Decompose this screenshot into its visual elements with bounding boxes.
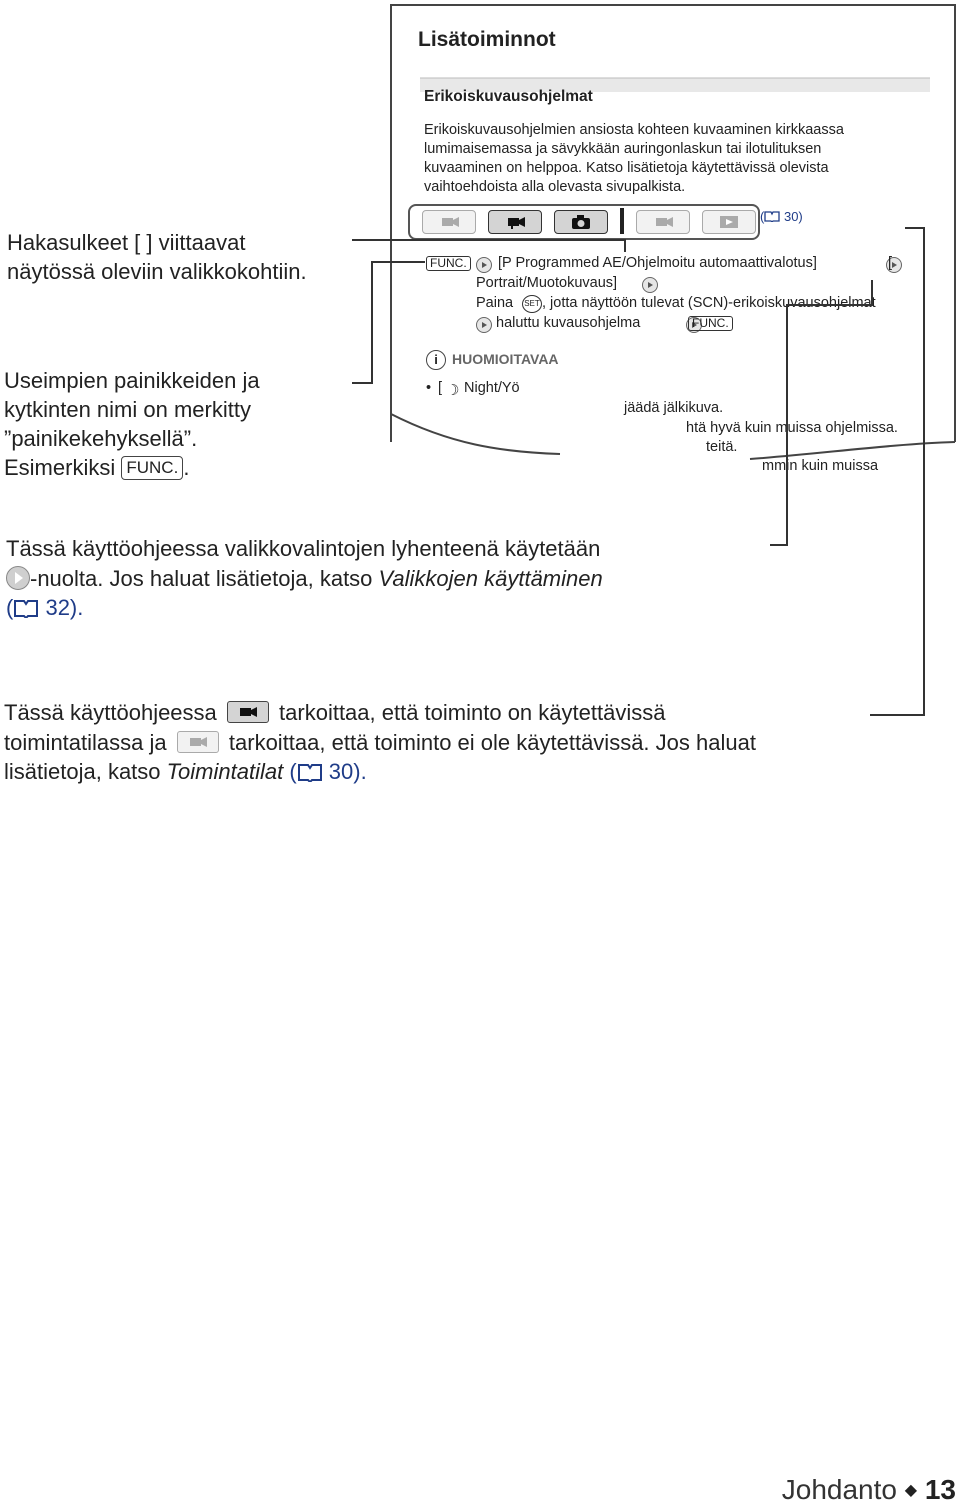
func-button-example: FUNC. — [121, 456, 183, 480]
note-fragment: mmin kuin muissa — [762, 458, 879, 474]
movie-mode-available-icon — [227, 701, 269, 723]
callout-buttons-line: kytkinten nimi on merkitty — [4, 397, 251, 422]
mode-note-line: toimintatilassa ja tarkoittaa, että toiminto ei ole käytettävissä. Jos haluat — [4, 729, 756, 755]
sample-intro-line: kuvaaminen on helppoa. Katso lisätietoja käytettävissä olevista — [424, 160, 829, 176]
note-bracket: [ — [438, 380, 443, 396]
footer-diamond: ◆ — [904, 1482, 918, 1499]
set-button-icon: SET — [522, 295, 542, 313]
arrow-note-line: Tässä käyttöohjeessa valikkovalintojen lyhenteenä käytetään — [6, 536, 601, 561]
arrow-icon — [6, 566, 30, 590]
arrow-note-line: ( 32). — [6, 595, 84, 620]
book-icon — [297, 762, 323, 782]
movie-mode-unavailable-icon — [177, 731, 219, 753]
sample-page-title: Lisätoiminnot — [418, 28, 556, 51]
menu-item-programmed-ae: [P Programmed AE/Ohjelmoitu automaattivalotus] — [498, 255, 817, 271]
page-ref-30[interactable]: 30). — [328, 759, 367, 784]
menu-item-portrait: Portrait/Muotokuvaus] — [476, 275, 618, 291]
operating-modes-link[interactable]: Toimintatilat — [166, 759, 284, 784]
func-button: FUNC. — [688, 316, 733, 331]
callout-brackets-line: Hakasulkeet [ ] viittaavat — [7, 230, 246, 255]
note-bullet: • — [426, 380, 432, 396]
callout-buttons — [4, 366, 260, 482]
info-icon: i — [426, 350, 446, 370]
mode-note — [4, 698, 874, 787]
mode-ref: ( 30) — [760, 209, 803, 224]
note-fragment: jäädä jälkikuva. — [624, 400, 724, 416]
sample-intro-line: lumimaisemassa ja sävykkään auringonlaskun tai ilotulituksen — [424, 141, 822, 157]
func-button: FUNC. — [426, 256, 471, 271]
mode-note-line: Tässä käyttöohjeessa tarkoittaa, että toiminto on käytettävissä — [4, 700, 666, 725]
arrow-note — [6, 534, 766, 623]
sample-intro-line: vaihtoehdoista alla olevasta sivupalkista. — [424, 179, 686, 195]
book-icon — [13, 598, 39, 618]
page-footer — [782, 1472, 956, 1509]
arrow-note-line: -nuolta. Jos haluat lisätietoja, katso Valikkojen käyttäminen — [6, 564, 766, 594]
note-title: HUOMIOITAVAA — [452, 351, 559, 367]
page-number: 13 — [924, 1474, 956, 1505]
note-night-text: Night/Yö — [464, 380, 520, 396]
note-fragment: teitä. — [706, 439, 738, 455]
sample-intro-line: Erikoiskuvausohjelmien ansiosta kohteen kuvaaminen kirkkaassa — [424, 122, 844, 138]
callout-brackets — [7, 228, 307, 286]
step-press: Paina — [476, 295, 514, 311]
callout-buttons-line: Useimpien painikkeiden ja — [4, 368, 260, 393]
page-ref-32[interactable]: 32). — [45, 595, 84, 620]
callout-buttons-line: ”painikekehyksellä”. — [4, 426, 198, 451]
mode-note-line: lisätietoja, katso Toimintatilat ( 30). — [4, 759, 367, 784]
callout-buttons-line: Esimerkiksi FUNC. . — [4, 455, 190, 480]
menu-usage-link[interactable]: Valikkojen käyttäminen — [378, 565, 603, 591]
step-scn-text: , jotta näyttöön tulevat (SCN)-erikoiskuvausohjelmat — [542, 295, 876, 311]
note-fragment: htä hyvä kuin muissa ohjelmissa. — [686, 420, 898, 436]
night-mode-icon: ☽ — [446, 382, 460, 399]
menu-item-scn: [ — [888, 255, 893, 271]
callout-brackets-line: näytössä oleviin valikkokohtiin. — [7, 259, 307, 284]
step-select-program: haluttu kuvausohjelma — [496, 315, 641, 331]
footer-section: Johdanto — [781, 1474, 897, 1505]
sample-section-title: Erikoiskuvausohjelmat — [424, 88, 593, 105]
